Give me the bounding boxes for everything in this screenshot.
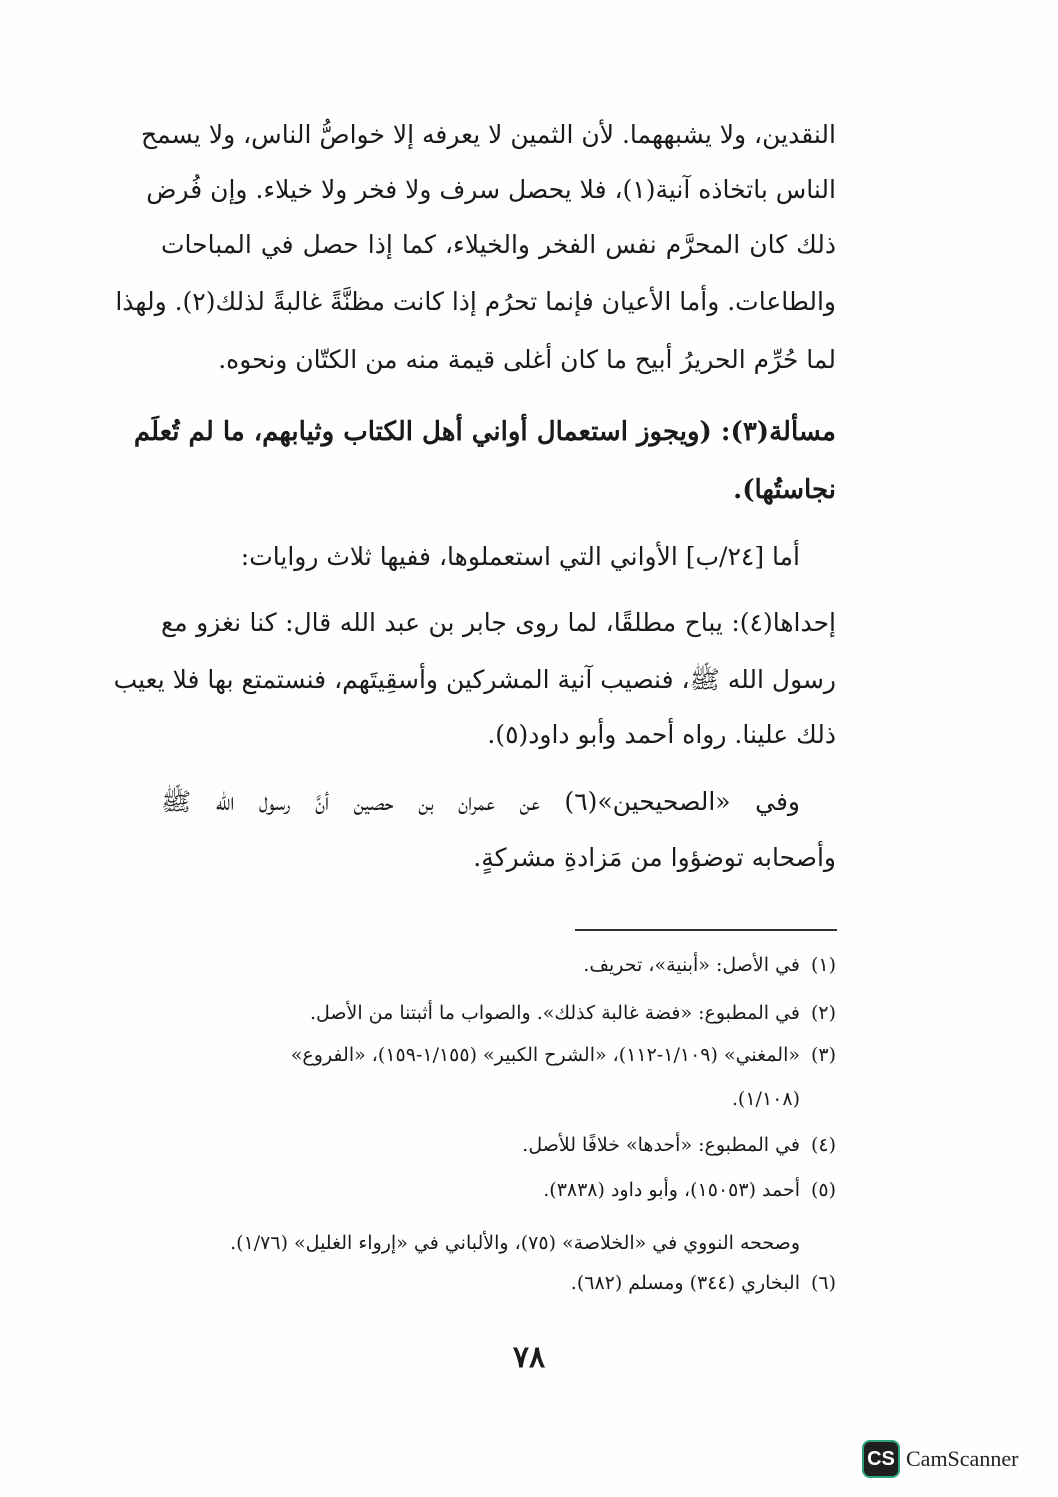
footnote-continuation: (١/١٠٨). xyxy=(731,1088,800,1110)
footnote-text: أحمد (١٥٠٥٣)، وأبو داود (٣٨٣٨). xyxy=(543,1179,800,1201)
footnote-number: (١) xyxy=(810,954,836,976)
camscanner-logo-icon: CS xyxy=(862,1440,900,1478)
footnote-number: (٣) xyxy=(810,1044,836,1066)
footnote-number: (٥) xyxy=(810,1179,836,1201)
footnote xyxy=(161,1130,836,1160)
footnote-text: «المغني» (١/١٠٩-١١٢)، «الشرح الكبير» (١/١٥٥-١٥٩)، «الفروع» xyxy=(290,1044,800,1066)
footnote-text: البخاري (٣٤٤) ومسلم (٦٨٢). xyxy=(570,1272,800,1294)
paragraph-line: وأصحابه توضؤوا من مَزادةِ مشركةٍ. xyxy=(473,843,836,872)
footnote-continuation: وصححه النووي في «الخلاصة» (٧٥)، والألباني في «إرواء الغليل» (١/٧٦). xyxy=(230,1232,800,1254)
footnote xyxy=(161,1175,836,1205)
camscanner-watermark xyxy=(862,1440,1018,1478)
body-line: الناس باتخاذه آنية(١)، فلا يحصل سرف ولا فخر ولا خيلاء. وإن فُرض xyxy=(146,175,836,204)
paragraph-line: إحداها(٤): يباح مطلقًا، لما روى جابر بن عبد الله قال: كنا نغزو مع xyxy=(161,608,836,637)
paragraph-line: ذلك علينا. رواه أحمد وأبو داود(٥). xyxy=(487,720,836,749)
footnote xyxy=(161,998,836,1028)
body-line: لما حُرِّم الحريرُ أبيح ما كان أغلى قيمة منه من الكتّان ونحوه. xyxy=(218,345,836,374)
body-line: والطاعات. وأما الأعيان فإنما تحرُم إذا كانت مظنَّةً غالبةً لذلك(٢). ولهذا xyxy=(115,287,836,316)
paragraph: أما [٢٤/ب] الأواني التي استعملوها، ففيها ثلاث روايات: xyxy=(240,542,800,571)
footnote-number: (٢) xyxy=(810,1002,836,1024)
page-number: ٧٨ xyxy=(512,1340,546,1375)
body-line: ذلك كان المحرَّم نفس الفخر والخيلاء، كما إذا حصل في المباحات xyxy=(161,230,836,259)
footnote-text: في المطبوع: «فضة غالبة كذلك». والصواب ما أثبتنا من الأصل. xyxy=(309,1002,800,1024)
body-line: النقدين، ولا يشبههما. لأن الثمين لا يعرفه إلا خواصُّ الناس، ولا يسمح xyxy=(141,120,836,149)
footnote-text: في الأصل: «أبنية»، تحريف. xyxy=(583,954,800,976)
paragraph-line: رسول الله ﷺ، فنصيب آنية المشركين وأسقِيتَهم، فنستمتع بها فلا يعيب xyxy=(113,665,836,694)
masala-heading: مسألة(٣): (ويجوز استعمال أواني أهل الكتاب وثيابهم، ما لم تُعلَم xyxy=(133,417,836,447)
footnote xyxy=(161,1040,836,1070)
paragraph-line: وفي «الصحيحين»(٦) عن عمران بن حصين أنَّ رسول الله ﷺ xyxy=(161,787,800,816)
footnote-number: (٤) xyxy=(810,1134,836,1156)
footnote xyxy=(161,1268,836,1298)
footnote-number: (٦) xyxy=(810,1272,836,1294)
footnote xyxy=(161,950,836,980)
masala-heading: نجاستُها). xyxy=(733,475,836,505)
camscanner-text: CamScanner xyxy=(906,1446,1019,1471)
footnote-separator xyxy=(575,929,837,931)
footnote-text: في المطبوع: «أحدها» خلافًا للأصل. xyxy=(522,1134,800,1156)
